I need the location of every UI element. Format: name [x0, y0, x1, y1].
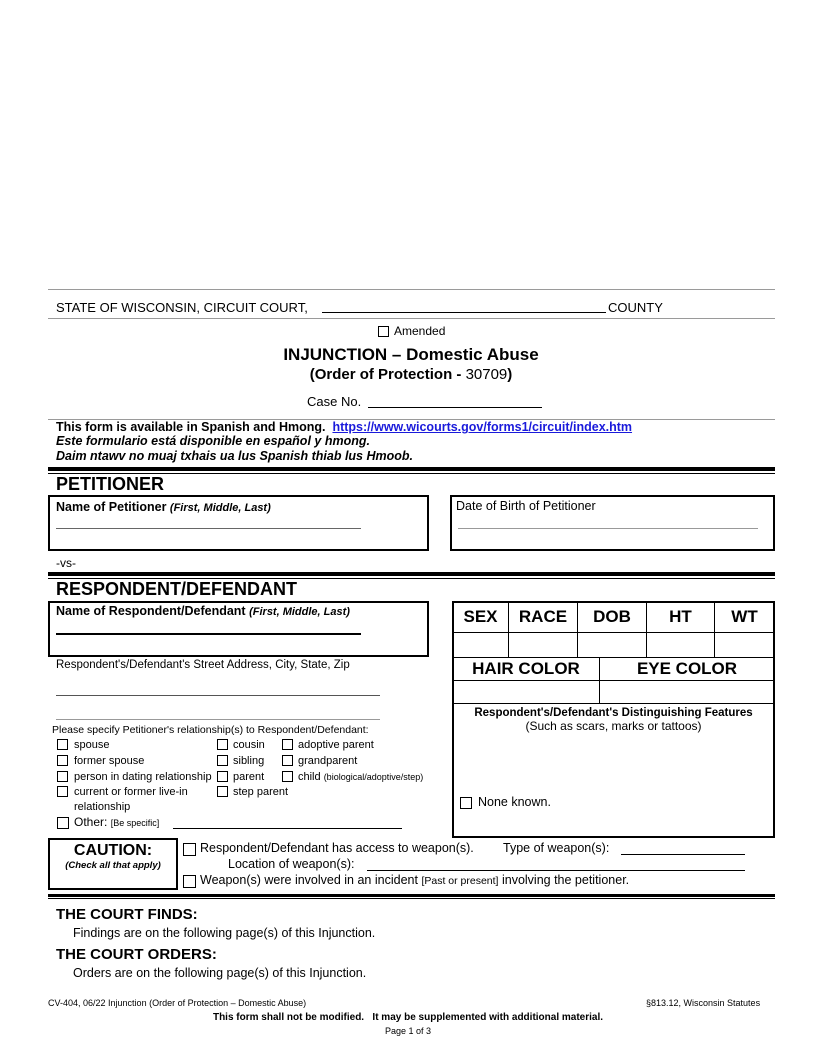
hair-color-header: HAIR COLOR — [452, 657, 600, 681]
rel-other-field[interactable] — [173, 828, 402, 829]
none-known-checkbox[interactable] — [460, 797, 472, 809]
case-no-label: Case No. — [307, 394, 362, 409]
county-label: COUNTY — [608, 300, 663, 315]
wt-header: WT — [714, 601, 775, 633]
rel-cousin-checkbox[interactable] — [217, 739, 228, 750]
court-line — [56, 300, 308, 315]
eye-color-field[interactable] — [599, 680, 775, 704]
rel-spouse-checkbox[interactable] — [57, 739, 68, 750]
rel-grandparent-label: grandparent — [298, 755, 358, 767]
court-finds-heading: THE COURT FINDS: — [56, 906, 198, 923]
rel-child-text: child — [298, 771, 321, 783]
race-header: RACE — [508, 601, 578, 633]
respondent-name-text: Name of Respondent/Defendant — [56, 604, 246, 618]
weapon-type-label: Type of weapon(s): — [503, 841, 610, 855]
sex-header: SEX — [452, 601, 509, 633]
subtitle-suffix: ) — [507, 366, 513, 383]
county-field[interactable] — [322, 312, 606, 313]
rel-adoptive-parent-label: adoptive parent — [298, 739, 374, 751]
availability-spanish: Este formulario está disponible en español y hmong. — [56, 434, 370, 448]
footer-page: Page 1 of 3 — [384, 1026, 432, 1036]
findings-rule-thin — [48, 898, 775, 899]
petitioner-name-text: Name of Petitioner — [56, 500, 167, 514]
sex-field[interactable] — [452, 632, 509, 658]
top-rule — [48, 289, 775, 290]
weapon-location-field[interactable] — [367, 870, 745, 871]
rel-other-hint: [Be specific] — [110, 818, 160, 828]
rel-dating-checkbox[interactable] — [57, 771, 68, 782]
respondent-address-field-2[interactable] — [56, 719, 380, 720]
rel-sibling-label: sibling — [233, 755, 265, 767]
rel-parent-checkbox[interactable] — [217, 771, 228, 782]
respondent-address-label: Respondent's/Defendant's Street Address, City, State, Zip — [56, 659, 350, 671]
subtitle-prefix: (Order of Protection - — [309, 366, 466, 383]
petitioner-name-field[interactable] — [56, 528, 361, 529]
form-title: INJUNCTION – Domestic Abuse — [283, 345, 539, 364]
race-field[interactable] — [508, 632, 578, 658]
weapon-incident-hint: [Past or present] — [421, 875, 499, 887]
ht-header: HT — [646, 601, 715, 633]
respondent-name-label — [56, 604, 350, 618]
rel-dating-label: person in dating relationship — [74, 771, 212, 783]
weapon-incident-checkbox[interactable] — [183, 875, 196, 888]
weapon-location-label: Location of weapon(s): — [228, 857, 355, 871]
features-hint: (Such as scars, marks or tattoos) — [525, 719, 702, 733]
rel-adoptive-parent-checkbox[interactable] — [282, 739, 293, 750]
court-orders-heading: THE COURT ORDERS: — [56, 946, 217, 963]
rel-other-text: Other: — [74, 815, 108, 829]
rel-step-parent-label: step parent — [233, 786, 289, 798]
dob-field[interactable] — [577, 632, 647, 658]
petitioner-dob-label: Date of Birth of Petitioner — [456, 499, 596, 513]
respondent-name-hint: (First, Middle, Last) — [249, 606, 350, 618]
respondent-name-field[interactable] — [56, 633, 361, 635]
none-known-label: None known. — [478, 795, 551, 809]
footer-statute: §813.12, Wisconsin Statutes — [646, 998, 761, 1008]
footer-notice: This form shall not be modified. It may be supplemented with additional material. — [212, 1012, 604, 1023]
rel-sibling-checkbox[interactable] — [217, 755, 228, 766]
vs-label: -vs- — [56, 556, 76, 570]
wt-field[interactable] — [714, 632, 775, 658]
weapon-incident-text-a: Weapon(s) were involved in an incident — [200, 873, 418, 887]
rel-live-in-label: current or former live-in — [74, 786, 188, 798]
eye-color-header: EYE COLOR — [599, 657, 775, 681]
caution-title: CAUTION: — [73, 842, 153, 859]
availability-english: This form is available in Spanish and Hmong. — [56, 420, 326, 434]
weapon-incident-label — [200, 873, 629, 887]
case-no-field[interactable] — [368, 407, 542, 408]
rel-spouse-label: spouse — [74, 739, 110, 751]
forms-link[interactable]: https://www.wicourts.gov/forms1/circuit/index.htm — [332, 420, 633, 434]
rel-child-checkbox[interactable] — [282, 771, 293, 782]
petitioner-rule-thick — [48, 467, 775, 471]
ht-field[interactable] — [646, 632, 715, 658]
weapon-access-label: Respondent/Defendant has access to weapon(s). — [200, 841, 474, 855]
court-rule — [48, 318, 775, 319]
rel-former-spouse-checkbox[interactable] — [57, 755, 68, 766]
respondent-rule-thick — [48, 572, 775, 576]
rel-child-label — [298, 771, 423, 783]
amended-label: Amended — [394, 324, 446, 338]
court-orders-text: Orders are on the following page(s) of this Injunction. — [73, 966, 367, 980]
findings-rule-thick — [48, 894, 775, 897]
rel-parent-label: parent — [233, 771, 265, 783]
rel-grandparent-checkbox[interactable] — [282, 755, 293, 766]
petitioner-name-label — [56, 500, 271, 514]
hair-color-field[interactable] — [452, 680, 600, 704]
rel-live-in-checkbox[interactable] — [57, 786, 68, 797]
availability-hmong: Daim ntawv no muaj txhais ua lus Spanish thiab lus Hmoob. — [56, 449, 414, 463]
respondent-heading: RESPONDENT/DEFENDANT — [56, 579, 298, 599]
rel-cousin-label: cousin — [233, 739, 265, 751]
caution-hint: (Check all that apply) — [65, 860, 161, 871]
court-line-left: STATE OF WISCONSIN, CIRCUIT COURT, — [56, 300, 308, 315]
weapon-access-checkbox[interactable] — [183, 843, 196, 856]
subtitle-code: 30709 — [465, 366, 508, 383]
dob-header: DOB — [577, 601, 647, 633]
petitioner-dob-field[interactable] — [458, 528, 758, 529]
rel-live-in-label-cont: relationship — [74, 801, 131, 813]
weapon-incident-text-b: involving the petitioner. — [501, 873, 630, 887]
footer-form-id: CV-404, 06/22 Injunction (Order of Protection – Domestic Abuse) — [48, 998, 307, 1008]
availability-line — [56, 420, 632, 434]
rel-step-parent-checkbox[interactable] — [217, 786, 228, 797]
weapon-type-field[interactable] — [621, 854, 745, 855]
features-title: Respondent's/Defendant's Distinguishing Features — [474, 707, 753, 719]
court-finds-text: Findings are on the following page(s) of this Injunction. — [73, 926, 376, 940]
rel-child-hint: (biological/adoptive/step) — [323, 772, 424, 782]
respondent-address-field-1[interactable] — [56, 695, 380, 696]
petitioner-heading: PETITIONER — [56, 474, 165, 494]
amended-checkbox[interactable] — [378, 326, 389, 337]
relationship-prompt: Please specify Petitioner's relationship(s) to Respondent/Defendant: — [52, 724, 369, 736]
petitioner-name-hint: (First, Middle, Last) — [169, 502, 271, 514]
rel-former-spouse-label: former spouse — [74, 755, 145, 767]
rel-other-label — [74, 815, 159, 829]
rel-other-checkbox[interactable] — [57, 817, 69, 829]
form-subtitle — [0, 366, 816, 383]
